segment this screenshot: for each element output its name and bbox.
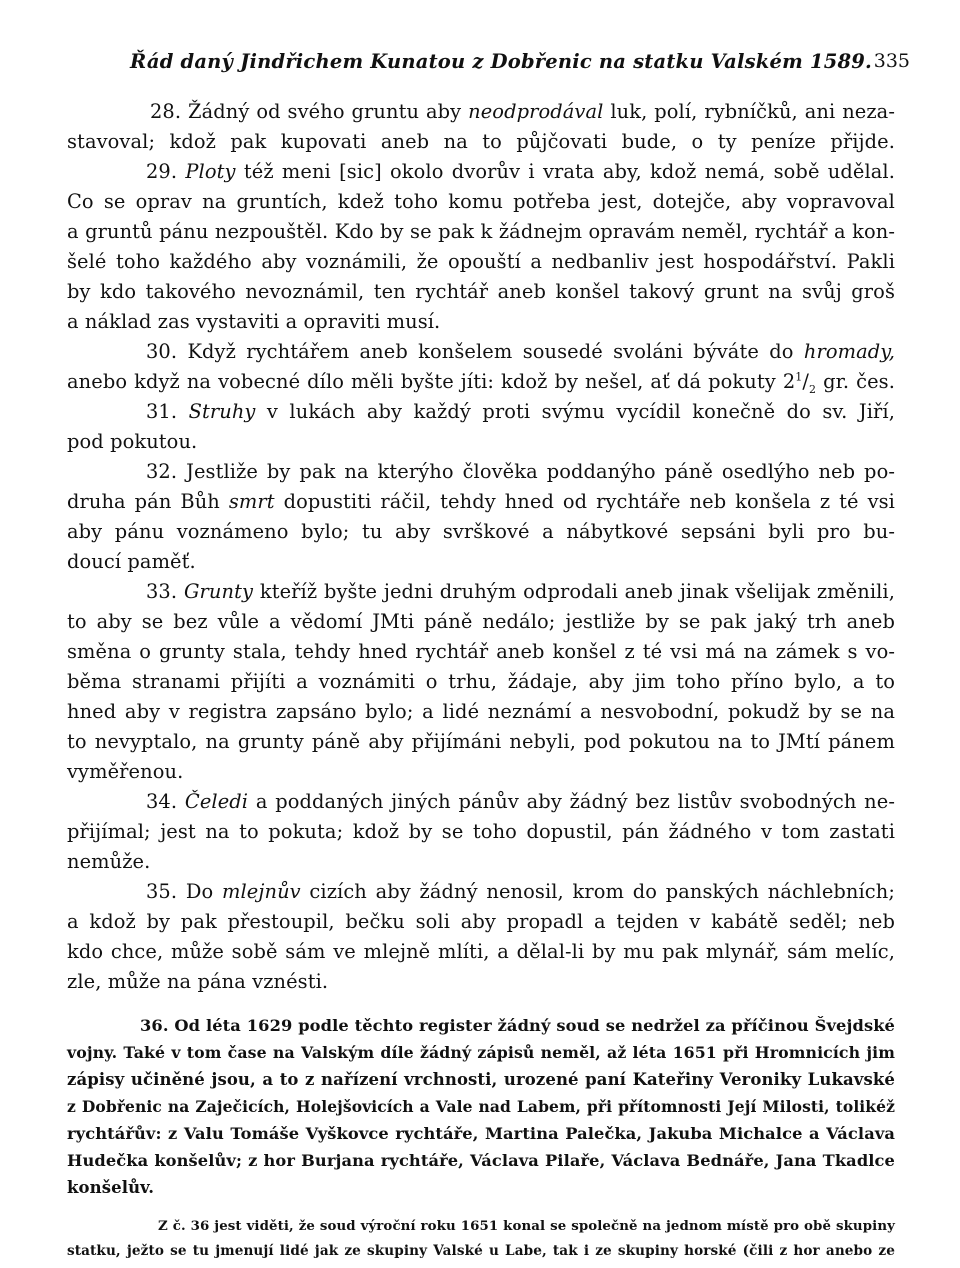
text-line: to nevyptalo, na grunty páně aby přijímáni nebyli, pod pokutou na to JMtí pánem [67,730,895,753]
text-line: pod pokutou. [67,430,198,453]
page-number: 335 [873,50,910,72]
footnote-line: statku, ježto se tu jmenují lidé jak ze skupiny Valské u Labe, tak i ze skupiny horské (čili z hor anebo ze [67,1243,895,1259]
text-line: 31. Struhy v lukách aby každý proti svýmu vycídil konečně do sv. Jiří, [146,400,895,423]
text-line: doucí paměť. [67,550,196,573]
note-line: Hudečka konšelův; z hor Burjana rychtáře, Václava Pilaře, Václava Bednáře, Jana Tkadlce [67,1151,895,1170]
note-line: konšelův. [67,1178,155,1197]
text-line: by kdo takového nevoznámil, ten rychtář aneb konšel takový grunt na svůj groš [67,280,895,303]
text-line: směna o grunty stala, tehdy hned rychtář aneb konšel z té vsi má na zámek s vo- [67,640,895,663]
text-line: a kdož by pak přestoupil, bečku soli aby propadl a tejden v kabátě seděl; neb [67,910,895,933]
text-line: aby pánu voznámeno bylo; tu aby svrškové a nábytkové sepsáni byli pro bu- [67,520,895,543]
text-line: to aby se bez vůle a vědomí JMti páně nedálo; jestliže by se pak jaký trh aneb [67,610,895,633]
text-line: šelé toho každého aby voznámili, že opouští a nedbanliv jest hospodářství. Pakli [67,250,895,273]
note-line: zápisy učiněné jsou, a to z nařízení vrchnosti, urozené paní Kateřiny Veroniky Lukavské [67,1070,895,1089]
text-line: Co se oprav na gruntích, kdež toho komu potřeba jest, dotejče, aby vopravoval [67,190,895,213]
text-line: přijímal; jest na to pokuta; kdož by se toho dopustil, pán žádného v tom zastati [67,820,895,843]
note-line: rychtářův: z Valu Tomáše Vyškovce rychtáře, Martina Palečka, Jakuba Michalce a Václava [67,1124,895,1143]
text-line: nemůže. [67,850,151,873]
text-line: 34. Čeledi a poddaných jiných pánův aby žádný bez listův svobodných ne- [146,790,895,813]
text-line: a gruntů pánu nezpouštěl. Kdo by se pak k žádnejm opravám neměl, rychtář a kon- [67,220,895,243]
note-line: vojny. Také v tom čase na Valským díle žádný zápisů neměl, až léta 1651 při Hromnicích jim [67,1043,895,1062]
text-line: vyměřenou. [67,760,184,783]
text-line: hned aby v registra zapsáno bylo; a lidé neznámí a nesvobodní, pokudž by se na [67,700,895,723]
text-line: kdo chce, může sobě sám ve mlejně mlíti, a dělal-li by mu pak mlynář, sám melíc, [67,940,895,963]
text-line: 28. Žádný od svého gruntu aby neodprodával luk, polí, rybníčků, ani neza- [150,100,895,123]
note-line: 36. Od léta 1629 podle těchto register žádný soud se nedržel za příčinou Švejdské [140,1016,895,1035]
note-line: z Dobřenic na Zaječicích, Holejšovicích a Vale nad Labem, při přítomnosti Její Milosti, tolikéž [67,1097,895,1116]
text-line: běma stranami přijíti a voznámiti o trhu, žádaje, aby jim toho příno bylo, a to [67,670,895,693]
text-line: a náklad zas vystaviti a opraviti musí. [67,310,441,333]
text-line: 30. Když rychtářem aneb konšelem sousedé svoláni býváte do hromady, [146,340,895,363]
text-line: 29. Ploty též meni [sic] okolo dvorův i vrata aby, kdož nemá, sobě udělal. [146,160,895,183]
text-line: anebo když na vobecné dílo měli byšte jíti: kdož by nešel, ať dá pokuty $2^1/_2$ gr. čes. [67,370,895,396]
text-line: 32. Jestliže by pak na kterýho člověka poddanýho páně osedlýho neb po- [146,460,895,483]
text-line: zle, může na pána vznésti. [67,970,329,993]
text-line: 33. Grunty kteříž byšte jedni druhým odprodali aneb jinak všelijak změnili, [146,580,895,603]
text-line: druha pán Bůh smrt dopustiti ráčil, tehdy hned od rychtáře neb konšela z té vsi [67,490,895,513]
text-line: stavoval; kdož pak kupovati aneb na to půjčovati bude, o ty peníze přijde. [67,130,895,153]
footnote-line: Z č. 36 jest viděti, že soud výroční roku 1651 konal se společně na jednom místě pro obě skupiny [158,1218,895,1234]
running-title: Řád daný Jindřichem Kunatou z Dobřenic na statku Valském 1589. [130,50,872,73]
text-line: 35. Do mlejnův cizích aby žádný nenosil, krom do panských náchlebních; [146,880,895,903]
